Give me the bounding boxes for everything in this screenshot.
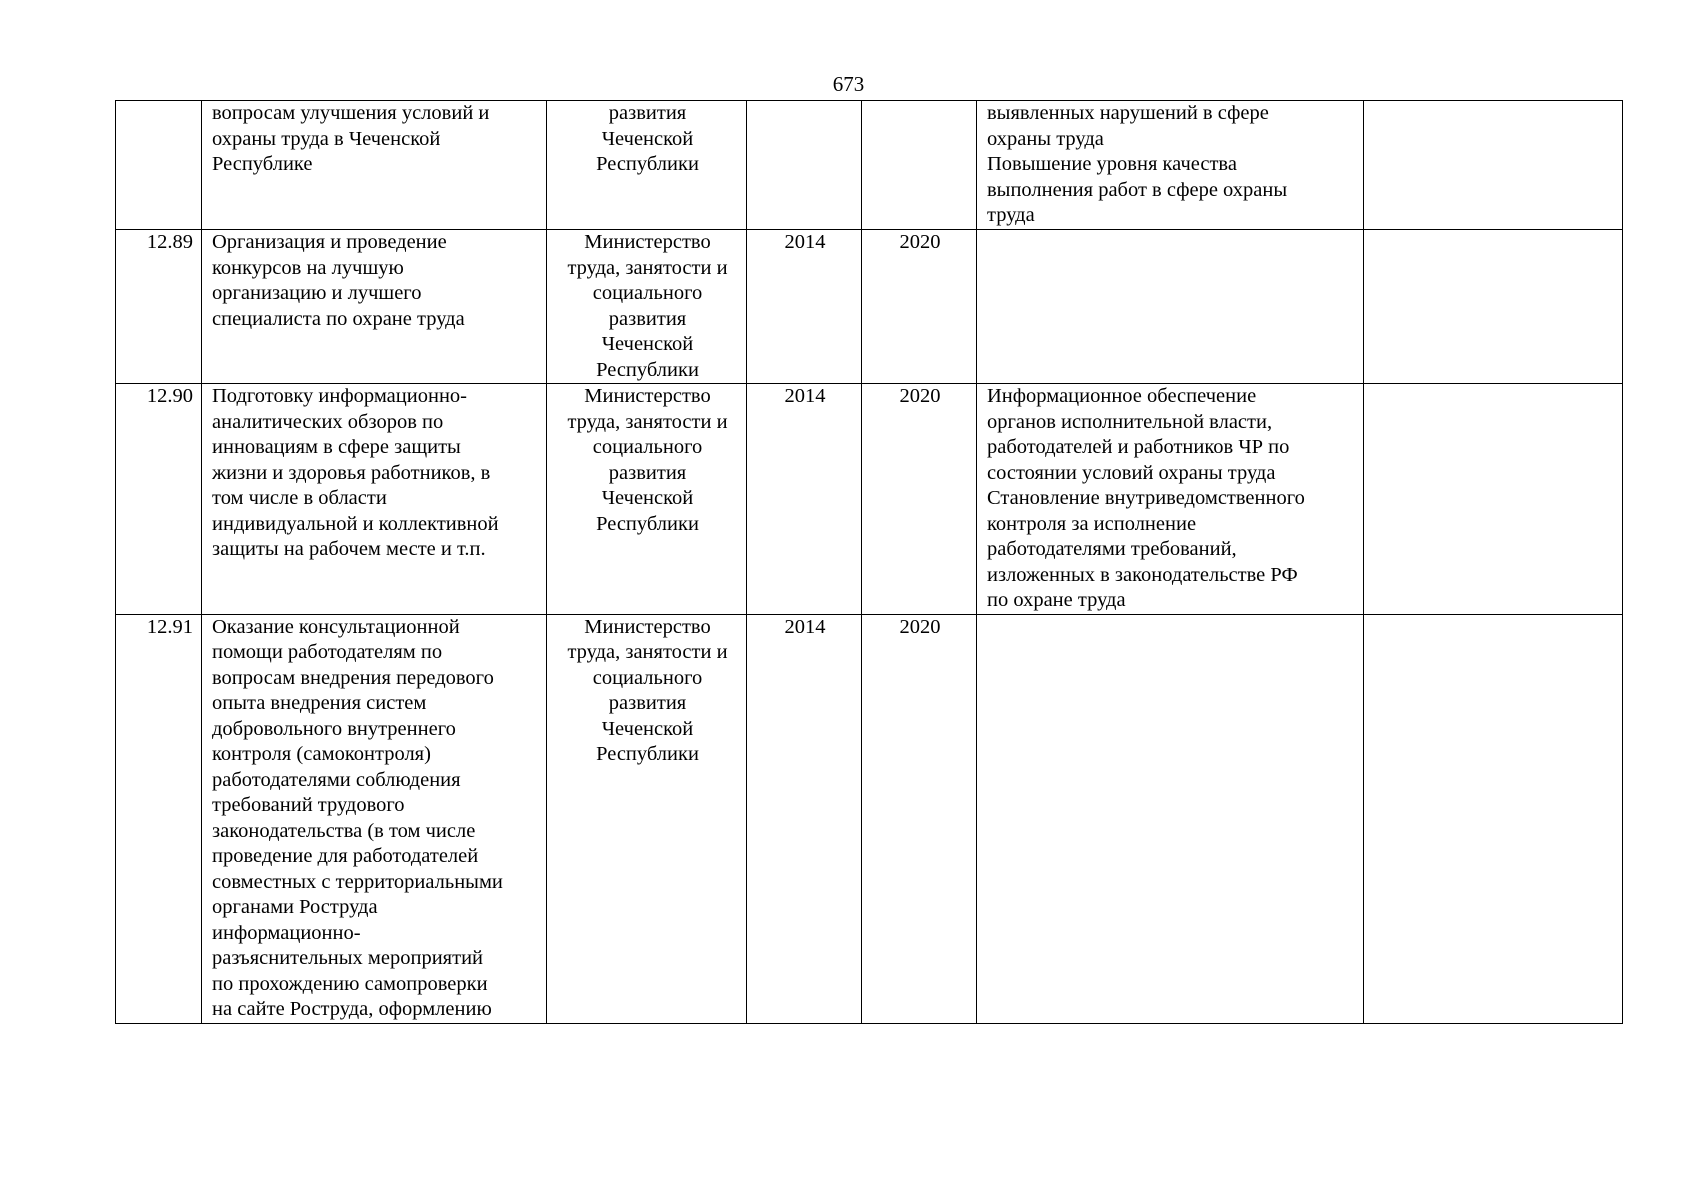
item-result-cell [977,230,1364,384]
table-row [116,614,1623,1023]
item-end-year-cell: 2020 [862,384,977,615]
item-number-cell: 12.89 [116,230,202,384]
item-executor-cell: развития Чеченской Республики [547,101,747,230]
item-number-cell [116,101,202,230]
table-row [116,101,1623,230]
item-result-cell [977,614,1364,1023]
item-executor-cell: Министерство труда, занятости и социального развития Чеченской Республики [547,614,747,1023]
item-executor-cell: Министерство труда, занятости и социального развития Чеченской Республики [547,230,747,384]
page-number: 673 [832,72,865,96]
table-row [116,230,1623,384]
item-note-cell [1364,230,1623,384]
item-note-cell [1364,384,1623,615]
item-start-year-cell: 2014 [747,384,862,615]
table-row [116,384,1623,615]
item-number-cell: 12.91 [116,614,202,1023]
item-start-year-cell: 2014 [747,230,862,384]
item-executor-cell: Министерство труда, занятости и социального развития Чеченской Республики [547,384,747,615]
item-description-cell: вопросам улучшения условий и охраны труда в Чеченской Республике [202,101,547,230]
item-number-cell: 12.90 [116,384,202,615]
item-note-cell [1364,101,1623,230]
item-result-cell: выявленных нарушений в сфере охраны труда Повышение уровня качества выполнения работ в сфере охраны труда [977,101,1364,230]
item-start-year-cell [747,101,862,230]
item-end-year-cell [862,101,977,230]
item-end-year-cell: 2020 [862,614,977,1023]
item-description-cell: Оказание консультационной помощи работодателям по вопросам внедрения передового опыта внедрения систем добровольного внутреннего контроля (самоконтроля) работодателями соблюдения требований трудового законодательства (в том числе проведение для работодателей совместных с территориальными органами Роструда информационно- разъяснительных мероприятий по прохождению самопроверки на сайте Роструда, оформлению [202,614,547,1023]
item-description-cell: Организация и проведение конкурсов на лучшую организацию и лучшего специалиста по охране труда [202,230,547,384]
measures-table [115,100,1623,1024]
item-start-year-cell: 2014 [747,614,862,1023]
item-description-cell: Подготовку информационно- аналитических обзоров по инновациям в сфере защиты жизни и здоровья работников, в том числе в области индивидуальной и коллективной защиты на рабочем месте и т.п. [202,384,547,615]
item-end-year-cell: 2020 [862,230,977,384]
item-note-cell [1364,614,1623,1023]
item-result-cell: Информационное обеспечение органов исполнительной власти, работодателей и работников ЧР по состоянии условий охраны труда Становление внутриведомственного контроля за исполнение работодателями требований, изложенных в законодательстве РФ по охране труда [977,384,1364,615]
